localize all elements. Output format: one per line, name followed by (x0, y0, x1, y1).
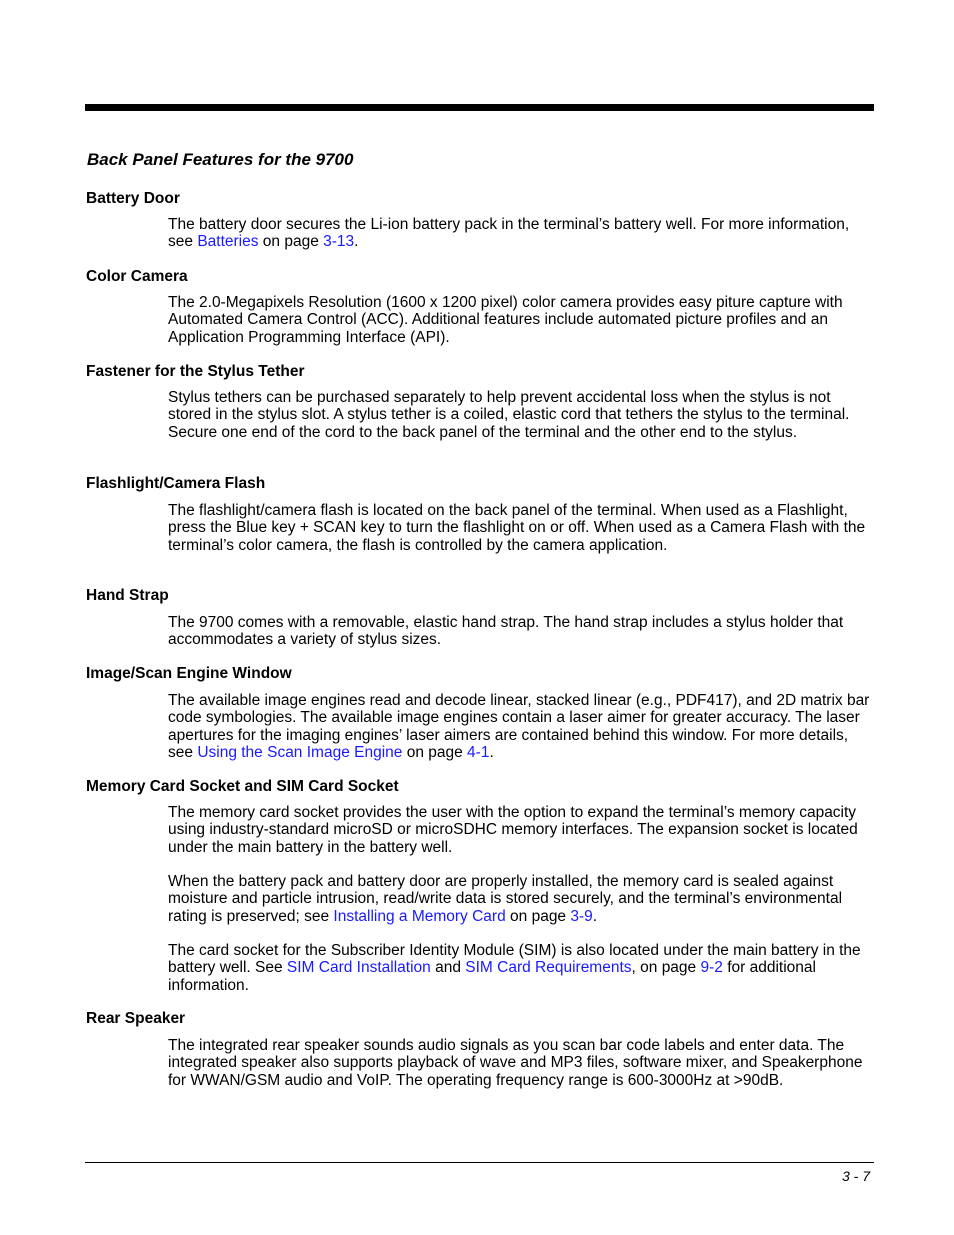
paragraph-battery-door (168, 216, 872, 251)
footer-rule (85, 1162, 874, 1163)
paragraph-text: and (430, 959, 466, 977)
paragraph-text: . (592, 907, 598, 925)
paragraph-text: on page (505, 907, 571, 925)
paragraph-flashlight: The flashlight/camera flash is located on the back panel of the terminal. When used as a Flashlight, press the Blue key + SCAN key to turn the flashlight on or off. When used as a Camera Flash with the terminal’s color camera, the flash is controlled by the camera application. (168, 502, 866, 554)
paragraph-text: on page (258, 233, 324, 251)
paragraph-color-camera: The 2.0-Megapixels Resolution (1600 x 1200 pixel) color camera provides easy piture capture with Automated Camera Control (ACC). Additional features include automated picture profiles and an Application Programming Interface (API). (168, 294, 843, 346)
heading-memory-sim: Memory Card Socket and SIM Card Socket (86, 778, 399, 795)
paragraph-text: for additional information. (168, 959, 816, 994)
link-page-3-9[interactable]: 3-9 (570, 907, 593, 925)
link-page-3-13[interactable]: 3-13 (323, 233, 355, 251)
paragraph-text: The available image engines read and decode linear, stacked linear (e.g., PDF417), and 2D matrix bar code symbologies. The available image engines contain a laser aimer for greater accuracy. The laser apertures for the imaging engines’ laser aimers are contained behind this window. For more details, see (168, 692, 870, 761)
paragraph-memory-card: The memory card socket provides the user with the option to expand the terminal’s memory capacity using industry-standard microSD or microSDHC memory interfaces. The expansion socket is located under the main battery in the battery well. (168, 804, 858, 856)
paragraph-text: . (489, 743, 494, 761)
heading-rear-speaker: Rear Speaker (86, 1010, 186, 1027)
heading-stylus-tether: Fastener for the Stylus Tether (86, 363, 305, 380)
heading-hand-strap: Hand Strap (86, 587, 169, 604)
paragraph-memory-seal (168, 873, 872, 925)
heading-color-camera: Color Camera (86, 268, 188, 285)
link-batteries[interactable]: Batteries (197, 233, 259, 251)
paragraph-text: , on page (631, 959, 701, 977)
paragraph-stylus-tether: Stylus tethers can be purchased separately to help prevent accidental loss when the stylus is not stored in the stylus slot. A stylus tether is a coiled, elastic cord that tethers the stylus to the terminal. Secure one end of the cord to the back panel of the terminal and the other end to the stylus. (168, 389, 850, 441)
header-rule (85, 104, 874, 111)
paragraph-sim-socket (168, 942, 872, 994)
paragraph-text: The battery door secures the Li-ion battery pack in the terminal’s battery well. For more information, see (168, 216, 850, 251)
link-using-scan-image-engine[interactable]: Using the Scan Image Engine (197, 743, 403, 761)
section-title: Back Panel Features for the 9700 (87, 150, 354, 169)
paragraph-text: on page (402, 743, 468, 761)
heading-battery-door: Battery Door (86, 190, 180, 207)
heading-flashlight: Flashlight/Camera Flash (86, 475, 266, 492)
link-sim-card-installation[interactable]: SIM Card Installation (286, 959, 431, 977)
link-sim-card-requirements[interactable]: SIM Card Requirements (465, 959, 632, 977)
paragraph-hand-strap: The 9700 comes with a removable, elastic hand strap. The hand strap includes a stylus holder that accommodates a variety of stylus sizes. (168, 614, 844, 649)
paragraph-text: . (354, 233, 359, 251)
link-page-4-1[interactable]: 4-1 (467, 743, 490, 761)
heading-scan-window: Image/Scan Engine Window (86, 665, 292, 682)
paragraph-scan-window (168, 692, 872, 761)
page-number: 3 - 7 (841, 1168, 870, 1184)
paragraph-text: When the battery pack and battery door are properly installed, the memory card is sealed against moisture and particle intrusion, read/write data is stored securely, and the terminal’s environmental rating is preserved; see (168, 873, 843, 925)
link-page-9-2[interactable]: 9-2 (700, 959, 723, 977)
paragraph-text: The card socket for the Subscriber Identity Module (SIM) is also located under the main battery in the battery well. See (168, 942, 861, 977)
link-installing-memory-card[interactable]: Installing a Memory Card (333, 907, 506, 925)
paragraph-rear-speaker: The integrated rear speaker sounds audio signals as you scan bar code labels and enter data. The integrated speaker also supports playback of wave and MP3 files, software mixer, and Speakerphone for WWAN/GSM audio and VoIP. The operating frequency range is 600-3000Hz at >90dB. (168, 1037, 863, 1089)
